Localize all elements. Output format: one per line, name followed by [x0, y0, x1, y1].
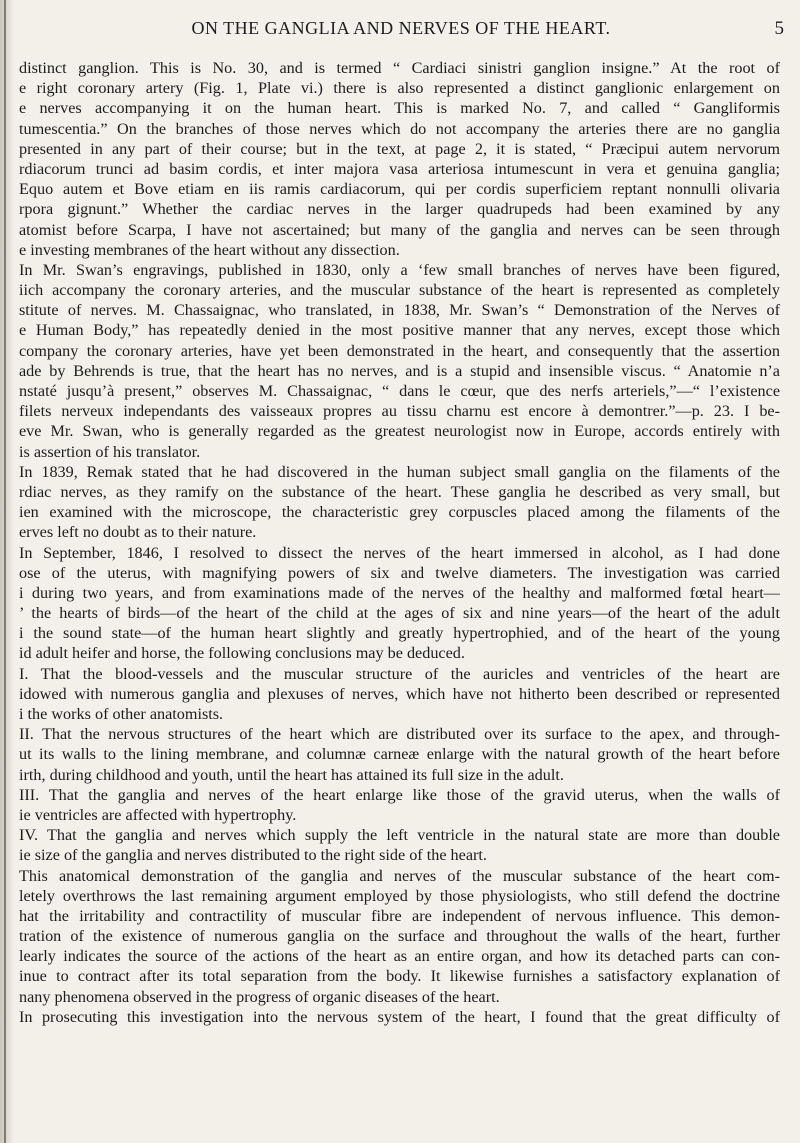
- text-line: i the works of other anatomists.: [19, 705, 224, 723]
- binding-shadow: [0, 0, 14, 1143]
- text-line: filets nerveux independants des vaisseaux propres au tissu charnu est encore à demontrer.”—p. 23. I be-: [19, 402, 780, 421]
- text-line: tration of the existence of numerous ganglia on the surface and throughout the walls of the heart, further: [19, 927, 780, 946]
- text-line: rdiacorum trunci ad basim cordis, et inter majora vasa arteriosa intumescunt in vera et genuina ganglia;: [19, 159, 780, 178]
- text-line: nany phenomena observed in the progress of organic diseases of the heart.: [19, 987, 500, 1006]
- page-title: ON THE GANGLIA AND NERVES OF THE HEART.: [191, 18, 611, 38]
- text-line: nstaté jusqu’à present,” observes M. Chassaignac, “ dans le cœur, que des nerfs arteriels,”—“ l’existence: [19, 382, 780, 400]
- text-line: company the coronary arteries, have yet been demonstrated in the heart, and consequently that the assertion: [19, 341, 780, 360]
- text-line: I. That the blood-vessels and the muscular structure of the auricles and ventricles of the heart are: [19, 664, 780, 683]
- text-line: rdiac nerves, as they ramify on the substance of the heart. These ganglia he described as very small, but: [19, 482, 780, 501]
- text-line: ade by Behrends is true, that the heart has no nerves, and is a stupid and insensible viscus. “ Anatomie n’a: [19, 361, 780, 380]
- text-line: e investing membranes of the heart without any dissection.: [19, 240, 400, 259]
- text-line: erves left no doubt as to their nature.: [19, 523, 257, 542]
- text-line: i during two years, and from examinations made of the nerves of the healthy and malformed fœtal heart—: [19, 583, 780, 602]
- text-line: inue to contract after its total separation from the body. It likewise furnishes a satisfactory explanation of: [19, 967, 780, 986]
- text-line: In September, 1846, I resolved to dissect the nerves of the heart immersed in alcohol, as I had done: [19, 543, 780, 562]
- text-line: stitute of nerves. M. Chassaignac, who translated, in 1838, Mr. Swan’s “ Demonstration of the Nerves of: [19, 301, 780, 320]
- text-line: distinct ganglion. This is No. 30, and is termed “ Cardiaci sinistri ganglion insigne.” At the root of: [19, 59, 780, 77]
- text-line: eve Mr. Swan, who is generally regarded as the greatest neurologist now in Europe, accords entirely with: [19, 422, 780, 441]
- binding-edge: [4, 0, 6, 1143]
- text-line: presented in any part of their course; but in the text, at page 2, it is stated, “ Præcipui autem nervorum: [19, 139, 780, 158]
- text-line: idowed with numerous ganglia and plexuses of nerves, which have not hitherto been described or represented: [19, 684, 780, 703]
- text-line: id adult heifer and horse, the following conclusions may be deduced.: [19, 644, 465, 663]
- text-line: ien examined with the microscope, the characteristic grey corpuscles placed among the filaments of the: [19, 503, 780, 522]
- text-line: II. That the nervous structures of the heart which are distributed over its surface to the apex, and through-: [19, 725, 780, 744]
- text-line: IV. That the ganglia and nerves which supply the left ventricle in the natural state are more than double: [19, 826, 780, 845]
- text-line: i the sound state—of the human heart slightly and greatly hypertrophied, and of the heart of the young: [19, 624, 780, 643]
- text-line: hat the irritability and contractility of muscular fibre are independent of nervous influence. This demon-: [19, 906, 780, 925]
- text-line: This anatomical demonstration of the ganglia and nerves of the muscular substance of the heart com-: [19, 866, 780, 885]
- text-line: III. That the ganglia and nerves of the heart enlarge like those of the gravid uterus, when the walls of: [19, 785, 780, 804]
- page-number: 5: [774, 18, 784, 39]
- text-line: irth, during childhood and youth, until the heart has attained its full size in the adult.: [19, 765, 564, 784]
- text-line: ie size of the ganglia and nerves distributed to the right side of the heart.: [19, 846, 487, 865]
- text-line: atomist before Scarpa, I have not ascertained; but many of the ganglia and nerves can be seen through: [19, 220, 780, 239]
- text-line: letely overthrows the last remaining argument employed by those physiologists, who still defend the doctrine: [19, 886, 780, 905]
- running-head: [18, 18, 784, 44]
- text-line: learly indicates the source of the actions of the heart as an entire organ, and how its detached parts can con-: [19, 947, 780, 966]
- text-line: In Mr. Swan’s engravings, published in 1830, only a ‘few small branches of nerves have been figured,: [19, 260, 780, 279]
- text-line: ose of the uterus, with magnifying powers of six and twelve diameters. The investigation was carried: [19, 563, 780, 582]
- text-line: In 1839, Remak stated that he had discovered in the human subject small ganglia on the filaments of the: [19, 462, 780, 481]
- text-line: iich accompany the coronary arteries, and the muscular substance of the heart is represented as completely: [19, 281, 780, 300]
- text-line: is assertion of his translator.: [19, 442, 201, 461]
- text-line: ’ the hearts of birds—of the heart of the child at the ages of six and nine years—of the heart of the adult: [19, 604, 780, 623]
- text-line: In prosecuting this investigation into the nervous system of the heart, I found that the great difficulty of: [19, 1007, 780, 1026]
- text-line: ut its walls to the lining membrane, and columnæ carneæ enlarge with the natural growth of the heart before: [19, 745, 780, 764]
- text-line: tumescentia.” On the branches of those nerves which do not accompany the arteries there are no ganglia: [19, 119, 780, 138]
- text-line: e nerves accompanying it on the human heart. This is marked No. 7, and called “ Gangliformis: [19, 99, 780, 118]
- text-line: e right coronary artery (Fig. 1, Plate vi.) there is also represented a distinct ganglionic enlargement on: [19, 79, 780, 98]
- text-line: rpora gignunt.” Whether the cardiac nerves in the larger quadrupeds had been examined by any: [19, 200, 780, 219]
- body-text: [19, 58, 780, 1027]
- text-line: ie ventricles are affected with hypertrophy.: [19, 805, 297, 824]
- text-line: e Human Body,” has repeatedly denied in the most positive manner that any nerves, except those which: [19, 321, 780, 340]
- text-line: Equo autem et Bove etiam en iis ramis cardiacorum, qui per cordis superficiem reptant nonnulli olivaria: [19, 180, 780, 199]
